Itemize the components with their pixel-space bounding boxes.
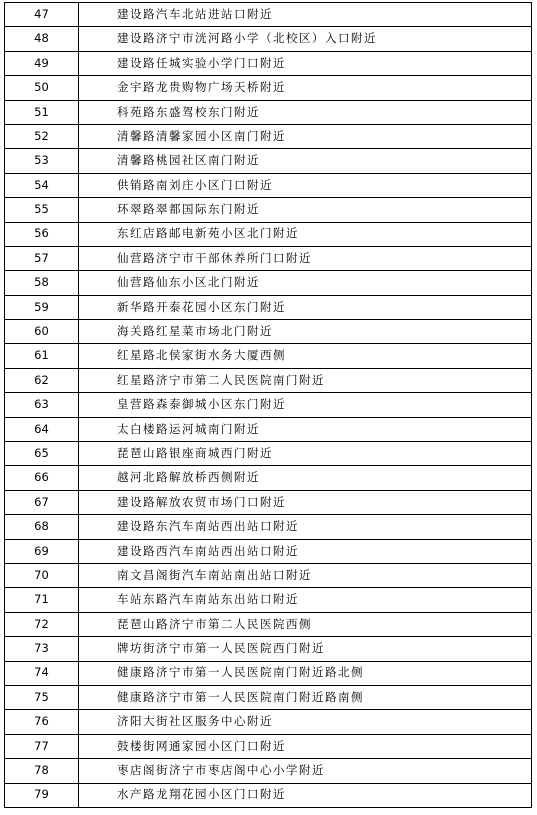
row-number-cell: 50 xyxy=(5,76,79,100)
row-number-cell: 74 xyxy=(5,661,79,685)
location-cell: 仙营路济宁市干部休养所门口附近 xyxy=(79,246,532,270)
row-number-cell: 77 xyxy=(5,734,79,758)
location-cell: 车站东路汽车南站东出站口附近 xyxy=(79,588,532,612)
location-cell: 南文昌阁街汽车南站南出站口附近 xyxy=(79,563,532,587)
location-cell: 新华路开泰花园小区东门附近 xyxy=(79,295,532,319)
row-number-cell: 69 xyxy=(5,539,79,563)
table-row xyxy=(5,198,532,222)
location-cell: 科苑路东盛驾校东门附近 xyxy=(79,100,532,124)
table-row xyxy=(5,588,532,612)
table-row xyxy=(5,685,532,709)
row-number-cell: 49 xyxy=(5,51,79,75)
table-row xyxy=(5,149,532,173)
location-cell: 健康路济宁市第一人民医院南门附近路北侧 xyxy=(79,661,532,685)
row-number-cell: 53 xyxy=(5,149,79,173)
row-number-cell: 79 xyxy=(5,783,79,807)
row-number-cell: 61 xyxy=(5,344,79,368)
location-cell: 仙营路仙东小区北门附近 xyxy=(79,271,532,295)
table-row xyxy=(5,734,532,758)
row-number-cell: 62 xyxy=(5,368,79,392)
table-row xyxy=(5,661,532,685)
row-number-cell: 68 xyxy=(5,515,79,539)
table-row xyxy=(5,295,532,319)
row-number-cell: 52 xyxy=(5,124,79,148)
location-cell: 金宇路龙贵购物广场天桥附近 xyxy=(79,76,532,100)
table-row xyxy=(5,222,532,246)
table-row xyxy=(5,563,532,587)
row-number-cell: 47 xyxy=(5,3,79,27)
row-number-cell: 65 xyxy=(5,442,79,466)
table-row xyxy=(5,368,532,392)
table-row xyxy=(5,51,532,75)
table-row xyxy=(5,612,532,636)
row-number-cell: 51 xyxy=(5,100,79,124)
location-cell: 济阳大街社区服务中心附近 xyxy=(79,710,532,734)
row-number-cell: 55 xyxy=(5,198,79,222)
location-cell: 红星路济宁市第二人民医院南门附近 xyxy=(79,368,532,392)
table-row xyxy=(5,271,532,295)
row-number-cell: 56 xyxy=(5,222,79,246)
location-cell: 供销路南刘庄小区门口附近 xyxy=(79,173,532,197)
location-cell: 琵琶山路银座商城西门附近 xyxy=(79,442,532,466)
location-cell: 琵琶山路济宁市第二人民医院西侧 xyxy=(79,612,532,636)
table-row xyxy=(5,100,532,124)
location-cell: 清馨路清馨家园小区南门附近 xyxy=(79,124,532,148)
location-cell: 建设路任城实验小学门口附近 xyxy=(79,51,532,75)
table-row xyxy=(5,393,532,417)
table-row xyxy=(5,417,532,441)
location-cell: 牌坊街济宁市第一人民医院西门附近 xyxy=(79,637,532,661)
row-number-cell: 63 xyxy=(5,393,79,417)
table-row xyxy=(5,344,532,368)
location-cell: 环翠路翠都国际东门附近 xyxy=(79,198,532,222)
table-row xyxy=(5,27,532,51)
table-row xyxy=(5,442,532,466)
table-row xyxy=(5,124,532,148)
location-cell: 越河北路解放桥西侧附近 xyxy=(79,466,532,490)
row-number-cell: 76 xyxy=(5,710,79,734)
table-row xyxy=(5,783,532,807)
location-cell: 建设路汽车北站进站口附近 xyxy=(79,3,532,27)
table-row xyxy=(5,3,532,27)
row-number-cell: 72 xyxy=(5,612,79,636)
row-number-cell: 54 xyxy=(5,173,79,197)
location-cell: 水产路龙翔花园小区门口附近 xyxy=(79,783,532,807)
location-cell: 建设路解放农贸市场门口附近 xyxy=(79,490,532,514)
table-row xyxy=(5,173,532,197)
table-row xyxy=(5,320,532,344)
row-number-cell: 64 xyxy=(5,417,79,441)
location-cell: 清馨路桃园社区南门附近 xyxy=(79,149,532,173)
row-number-cell: 73 xyxy=(5,637,79,661)
location-table xyxy=(4,2,532,808)
table-row xyxy=(5,515,532,539)
location-cell: 海关路红星菜市场北门附近 xyxy=(79,320,532,344)
row-number-cell: 58 xyxy=(5,271,79,295)
row-number-cell: 57 xyxy=(5,246,79,270)
location-cell: 建设路西汽车南站西出站口附近 xyxy=(79,539,532,563)
location-cell: 东红店路邮电新苑小区北门附近 xyxy=(79,222,532,246)
location-cell: 红星路北侯家街水务大厦西侧 xyxy=(79,344,532,368)
row-number-cell: 59 xyxy=(5,295,79,319)
table-row xyxy=(5,710,532,734)
row-number-cell: 48 xyxy=(5,27,79,51)
table-row xyxy=(5,76,532,100)
row-number-cell: 70 xyxy=(5,563,79,587)
table-row xyxy=(5,759,532,783)
location-cell: 建设路东汽车南站西出站口附近 xyxy=(79,515,532,539)
table-row xyxy=(5,637,532,661)
table-row xyxy=(5,539,532,563)
row-number-cell: 67 xyxy=(5,490,79,514)
row-number-cell: 60 xyxy=(5,320,79,344)
location-cell: 太白楼路运河城南门附近 xyxy=(79,417,532,441)
row-number-cell: 75 xyxy=(5,685,79,709)
table-row xyxy=(5,466,532,490)
table-row xyxy=(5,490,532,514)
row-number-cell: 66 xyxy=(5,466,79,490)
table-row xyxy=(5,246,532,270)
location-cell: 鼓楼街网通家园小区门口附近 xyxy=(79,734,532,758)
row-number-cell: 78 xyxy=(5,759,79,783)
location-cell: 建设路济宁市洸河路小学（北校区）入口附近 xyxy=(79,27,532,51)
location-cell: 枣店阁街济宁市枣店阁中心小学附近 xyxy=(79,759,532,783)
location-cell: 健康路济宁市第一人民医院南门附近路南侧 xyxy=(79,685,532,709)
location-table-body xyxy=(5,3,532,808)
row-number-cell: 71 xyxy=(5,588,79,612)
location-cell: 皇营路森泰御城小区东门附近 xyxy=(79,393,532,417)
